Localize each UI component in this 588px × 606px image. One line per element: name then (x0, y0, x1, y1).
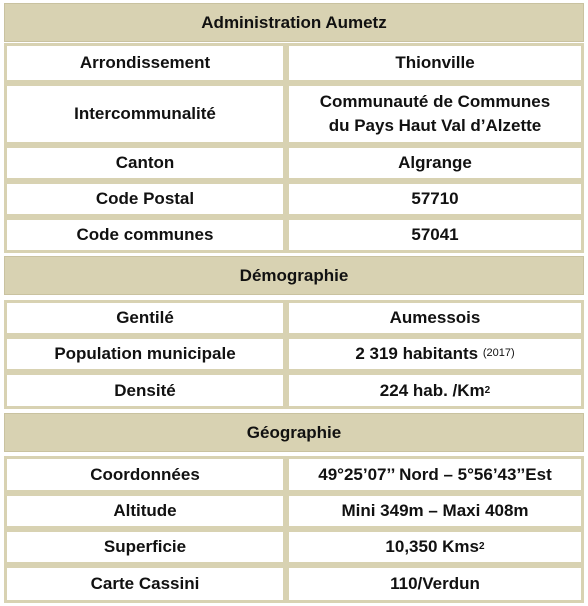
label-carte-cassini: Carte Cassini (7, 568, 283, 600)
value-code-communes: 57041 (289, 220, 581, 250)
section-header-demographie: Démographie (4, 256, 584, 295)
table-row (4, 565, 584, 603)
value-code-postal: 57710 (289, 184, 581, 214)
value-population (289, 339, 581, 369)
table-row (4, 529, 584, 565)
table-row (4, 493, 584, 529)
label-population: Population municipale (7, 339, 283, 369)
value-densite-exponent: 2 (484, 384, 491, 396)
value-superficie-exponent: 2 (479, 541, 485, 552)
label-densite: Densité (7, 375, 283, 406)
value-arrondissement: Thionville (289, 46, 581, 80)
value-canton: Algrange (289, 148, 581, 178)
value-coordonnees: 49°25’07’’ Nord – 5°56’43’’Est (289, 459, 581, 490)
value-superficie-number: 10,350 Kms (385, 537, 479, 557)
table-row (4, 145, 584, 181)
table-row (4, 83, 584, 145)
label-coordonnees: Coordonnées (7, 459, 283, 490)
table-row (4, 372, 584, 409)
value-population-year: (2017) (482, 347, 515, 360)
table-row (4, 456, 584, 493)
value-intercommunalite (289, 86, 581, 142)
table-row (4, 43, 584, 83)
table-row (4, 300, 584, 336)
section-header-geographie: Géographie (4, 413, 584, 452)
info-table (4, 3, 584, 603)
value-carte-cassini: 110/Verdun (289, 568, 581, 600)
value-densite (289, 375, 581, 406)
label-altitude: Altitude (7, 496, 283, 526)
value-population-number: 2 319 habitants (355, 344, 479, 364)
value-intercommunalite-line1: Communauté de Communes (319, 92, 551, 112)
table-row (4, 181, 584, 217)
label-canton: Canton (7, 148, 283, 178)
label-code-communes: Code communes (7, 220, 283, 250)
value-altitude: Mini 349m – Maxi 408m (289, 496, 581, 526)
table-row (4, 217, 584, 253)
value-gentile: Aumessois (289, 303, 581, 333)
label-intercommunalite: Intercommunalité (7, 86, 283, 142)
value-intercommunalite-line2: du Pays Haut Val d’Alzette (328, 116, 542, 135)
label-gentile: Gentilé (7, 303, 283, 333)
label-superficie: Superficie (7, 532, 283, 562)
value-densite-number: 224 hab. /Km (379, 380, 485, 400)
label-code-postal: Code Postal (7, 184, 283, 214)
label-arrondissement: Arrondissement (7, 46, 283, 80)
section-header-administration: Administration Aumetz (4, 3, 584, 42)
table-row (4, 336, 584, 372)
value-superficie (289, 532, 581, 562)
